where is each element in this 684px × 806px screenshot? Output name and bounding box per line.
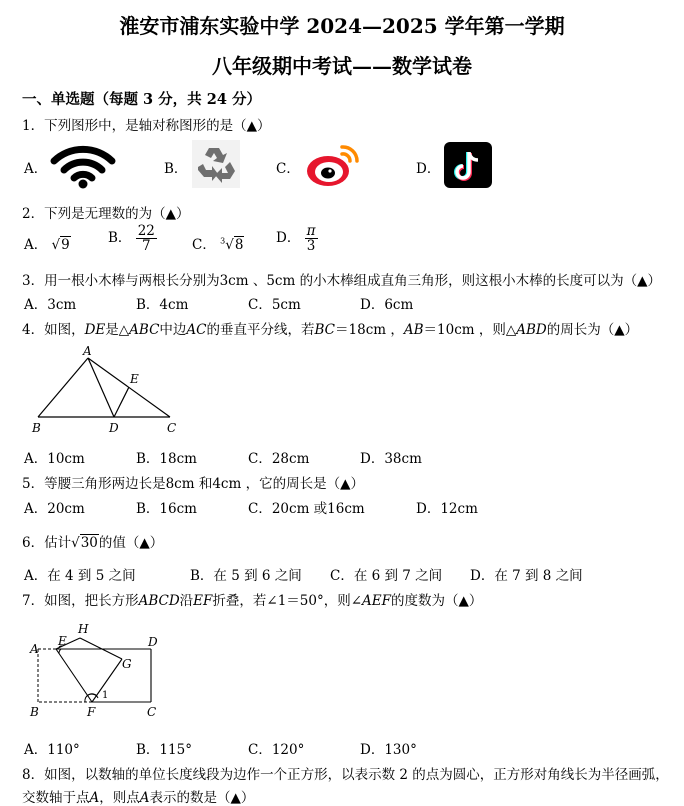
q6-option-c: C．在 6 到 7 之间 (330, 568, 443, 584)
q5-stem: 5．等腰三角形两边长是8cm 和4cm ，它的周长是（▲） (22, 476, 364, 492)
q2-label-d: D． (276, 230, 301, 247)
q4-label-e: E (130, 372, 139, 386)
q7-option-c: C．120° (248, 742, 305, 758)
q2-option-b (108, 224, 157, 253)
q6-stem: 6．估计√30的值（▲） (22, 535, 164, 551)
q1-label-d: D． (416, 161, 441, 177)
q1-label-a: A． (24, 161, 48, 177)
q2-option-c: C． $^3$√8 (192, 236, 244, 253)
q5-option-b: B．16cm (136, 501, 197, 517)
q4-side-ab (38, 358, 88, 417)
q5-option-a: A．20cm (24, 501, 85, 517)
q7-label-f: F (87, 705, 96, 719)
q6-option-d: D．在 7 到 8 之间 (470, 568, 583, 584)
q2-label-b: B． (108, 230, 132, 247)
q6-radicand: 30 (80, 535, 98, 551)
q7-label-h: H (78, 622, 89, 636)
q7-label-e: E (58, 634, 67, 648)
weibo-icon (304, 142, 362, 188)
wifi-icon (50, 143, 116, 189)
q4-label-a: A (83, 344, 92, 358)
q2-d-numerator: π (306, 223, 316, 239)
q5-option-d: D．12cm (416, 501, 478, 517)
q2-b-numerator: 22 (137, 223, 155, 239)
q2-c-index: 3 (220, 236, 226, 246)
exam-title: 淮安市浦东实验中学 2024—2025 学年第一学期 (119, 14, 565, 38)
q1-label-b: B． (164, 161, 188, 177)
q7-label-b: B (30, 705, 39, 719)
q4-label-d: D (109, 421, 119, 435)
q2-option-d (276, 224, 318, 253)
q2-option-a: A． √9 (24, 237, 70, 253)
q7-stem: 7．如图，把长方形ABCD沿EF折叠，若∠1＝50°，则∠AEF的度数为（▲） (22, 593, 483, 609)
q3-option-b: B．4cm (136, 297, 189, 313)
q5-option-c: C．20cm 或16cm (248, 501, 365, 517)
q2-label-c: C． (192, 237, 216, 253)
q4-triangle-figure (30, 340, 190, 440)
q8-stem-line2: 交数轴于点A，则点A表示的数是（▲） (22, 790, 255, 806)
q7-fold-figure (28, 616, 168, 726)
q4-option-d: D．38cm (360, 451, 422, 467)
q4-option-a: A．10cm (24, 451, 85, 467)
q1-label-c: C． (276, 161, 300, 177)
q7-option-b: B．115° (136, 742, 192, 758)
q4-option-b: B．18cm (136, 451, 197, 467)
section-title: 一、单选题（每题 3 分，共 24 分） (22, 91, 261, 108)
q3-option-a: A．3cm (24, 297, 77, 313)
q6-option-b: B．在 5 到 6 之间 (190, 568, 302, 584)
q2-d-denominator: 3 (306, 238, 316, 255)
q7-label-d: D (148, 635, 158, 649)
recycle-icon (192, 140, 240, 188)
q7-option-a: A．110° (24, 742, 80, 758)
exam-subtitle: 八年级期中考试——数学试卷 (212, 54, 472, 78)
q4-label-b: B (32, 421, 41, 435)
q7-label-c: C (147, 705, 157, 719)
q7-label-a: A (30, 642, 39, 656)
q3-option-d: D．6cm (360, 297, 414, 313)
q7-option-d: D．130° (360, 742, 417, 758)
q4-segment-de (114, 387, 129, 417)
q1-stem: 1．下列图形中，是轴对称图形的是（▲） (22, 118, 271, 134)
q8-stem-line1: 8．如图，以数轴的单位长度线段为边作一个正方形，以表示数 2 的点为圆心，正方形对角线长为半径画弧， (22, 767, 669, 783)
q4-option-c: C．28cm (248, 451, 310, 467)
q4-label-c: C (167, 421, 177, 435)
q6-option-a: A．在 4 到 5 之间 (24, 568, 136, 584)
tiktok-icon (444, 142, 492, 188)
q4-stem: 4．如图，DE是△ABC中边AC的垂直平分线，若BC＝18cm ，AB＝10cm ，则△ABD的周长为（▲） (22, 322, 639, 338)
q7-angle-1-label: 1 (102, 690, 109, 701)
q3-stem: 3．用一根小木棒与两根长分别为3cm 、5cm 的小木棒组成直角三角形，则这根小木棒的长度可以为（▲） (22, 273, 661, 289)
q2-c-radicand: 8 (234, 237, 244, 253)
q3-option-c: C．5cm (248, 297, 301, 313)
q2-label-a: A． (24, 237, 48, 253)
q7-label-g: G (122, 657, 132, 671)
q2-stem: 2．下列是无理数的为（▲） (22, 206, 190, 222)
q2-b-denominator: 7 (142, 238, 151, 255)
q2-a-radicand: 9 (61, 237, 70, 253)
